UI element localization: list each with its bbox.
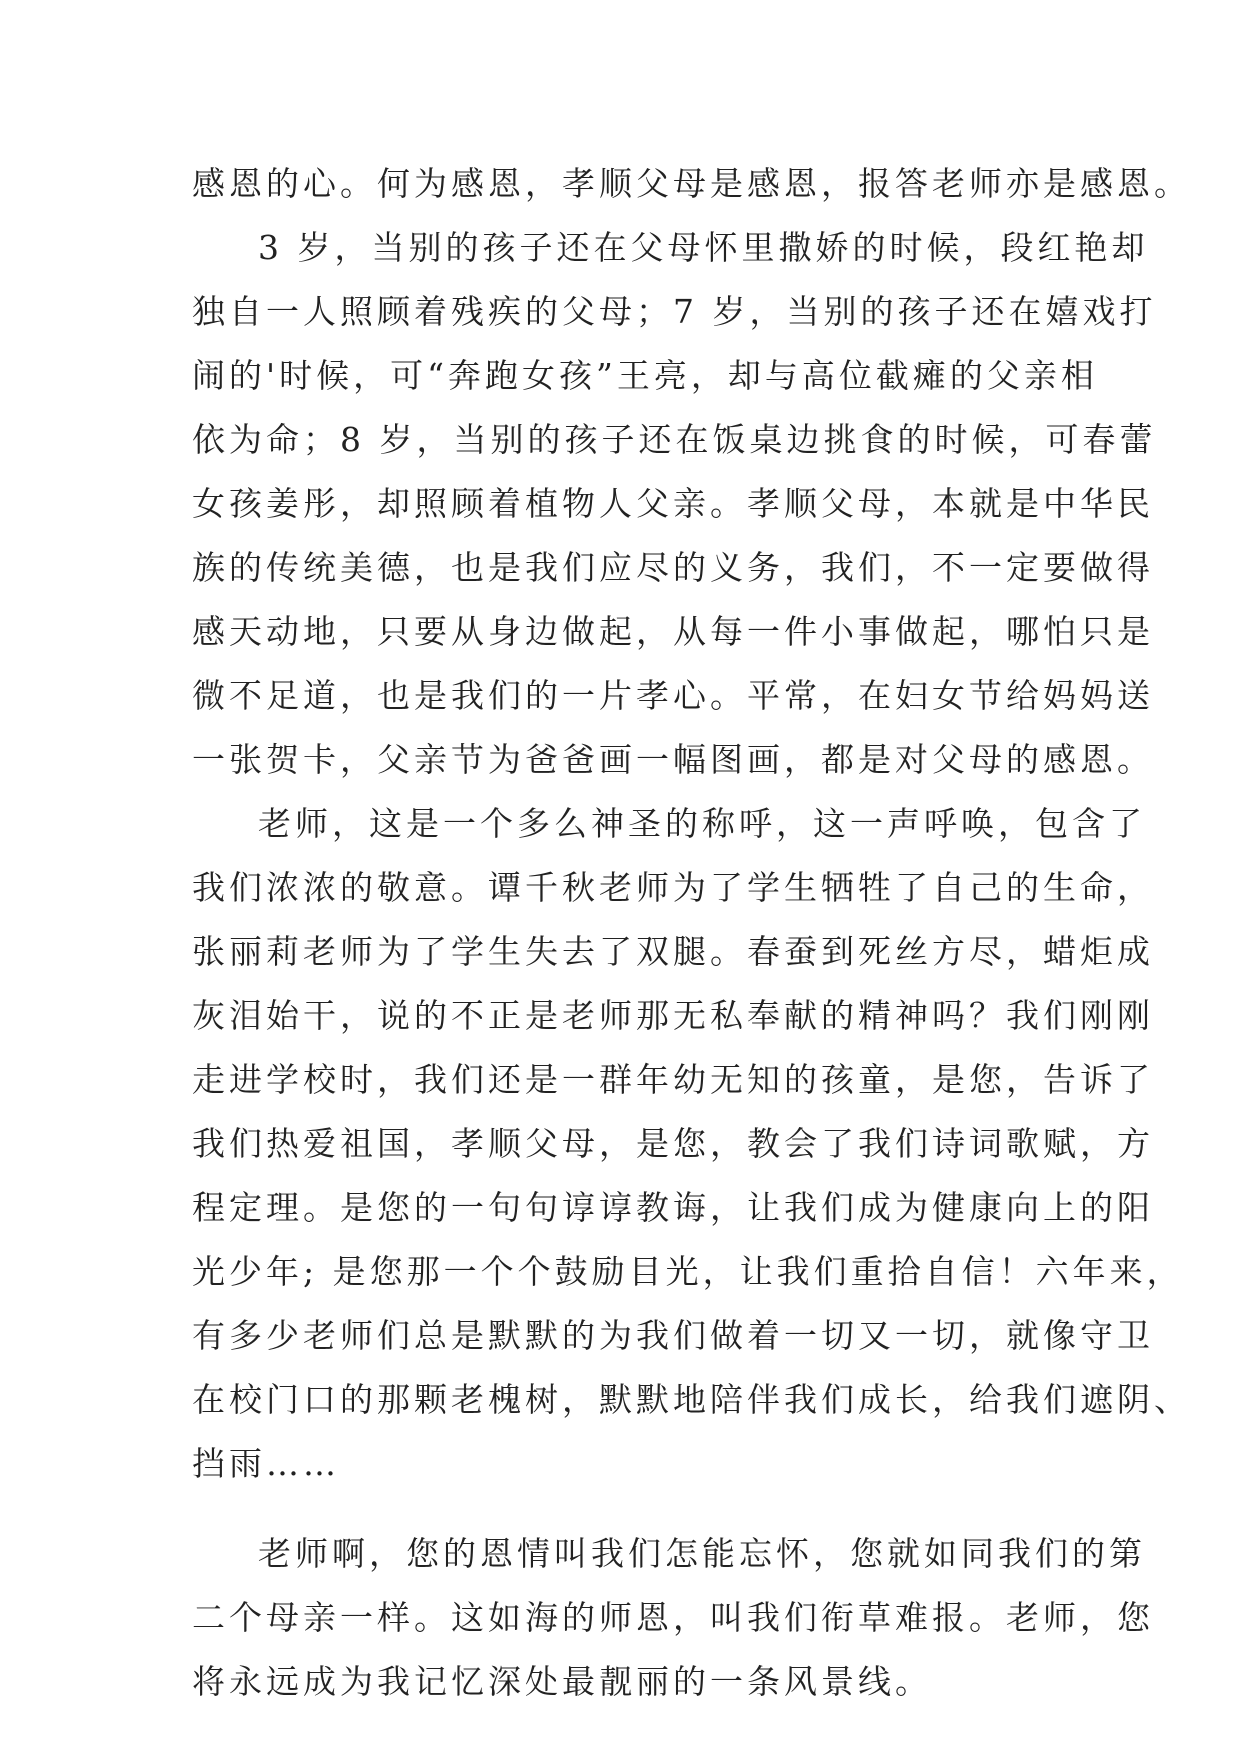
paragraph-spacer	[192, 1496, 1072, 1522]
text-line: 我们热爱祖国，孝顺父母，是您，教会了我们诗词歌赋，方	[192, 1124, 1154, 1163]
text-line: 张丽莉老师为了学生失去了双腿。春蚕到死丝方尽，蜡炬成	[192, 932, 1154, 971]
paragraph-2	[192, 216, 1157, 792]
paragraph-4	[192, 1522, 1154, 1714]
text-line: 族的传统美德，也是我们应尽的义务，我们，不一定要做得	[192, 548, 1154, 587]
text-line: 感恩的心。何为感恩，孝顺父母是感恩，报答老师亦是感恩。	[192, 164, 1191, 203]
paragraph-1	[192, 152, 1191, 216]
text-line: 走进学校时，我们还是一群年幼无知的孩童，是您，告诉了	[192, 1060, 1154, 1099]
text-line: 程定理。是您的一句句谆谆教诲，让我们成为健康向上的阳	[192, 1188, 1154, 1227]
text-line: 一张贺卡，父亲节为爸爸画一幅图画，都是对父母的感恩。	[192, 740, 1154, 779]
text-line: 将永远成为我记忆深处最靓丽的一条风景线。	[192, 1662, 932, 1701]
text-line: 在校门口的那颗老槐树，默默地陪伴我们成长，给我们遮阴、	[192, 1380, 1191, 1419]
text-line: 独自一人照顾着残疾的父母；7 岁，当别的孩子还在嬉戏打	[192, 292, 1157, 331]
text-line: 老师啊，您的恩情叫我们怎能忘怀，您就如同我们的第	[258, 1534, 1146, 1573]
text-line: 3 岁，当别的孩子还在父母怀里撒娇的时候，段红艳却	[258, 228, 1149, 267]
text-line: 闹的'时候，可“奔跑女孩”王亮，却与高位截瘫的父亲相	[192, 356, 1098, 395]
text-line: 女孩姜彤，却照顾着植物人父亲。孝顺父母，本就是中华民	[192, 484, 1154, 523]
text-line: 我们浓浓的敬意。谭千秋老师为了学生牺牲了自己的生命，	[192, 868, 1154, 907]
text-line: 微不足道，也是我们的一片孝心。平常，在妇女节给妈妈送	[192, 676, 1154, 715]
essay-body	[192, 152, 1191, 1714]
text-line: 有多少老师们总是默默的为我们做着一切又一切，就像守卫	[192, 1316, 1154, 1355]
text-line: 灰泪始干，说的不正是老师那无私奉献的精神吗？我们刚刚	[192, 996, 1154, 1035]
text-line: 感天动地，只要从身边做起，从每一件小事做起，哪怕只是	[192, 612, 1154, 651]
text-line: 老师，这是一个多么神圣的称呼，这一声呼唤，包含了	[258, 804, 1146, 843]
text-line: 二个母亲一样。这如海的师恩，叫我们衔草难报。老师，您	[192, 1598, 1154, 1637]
text-line: 光少年; 是您那一个个鼓励目光，让我们重拾自信！六年来，	[192, 1252, 1184, 1291]
paragraph-3	[192, 792, 1191, 1496]
text-line: 依为命；8 岁，当别的孩子还在饭桌边挑食的时候，可春蕾	[192, 420, 1157, 459]
text-line: 挡雨……	[192, 1444, 340, 1483]
